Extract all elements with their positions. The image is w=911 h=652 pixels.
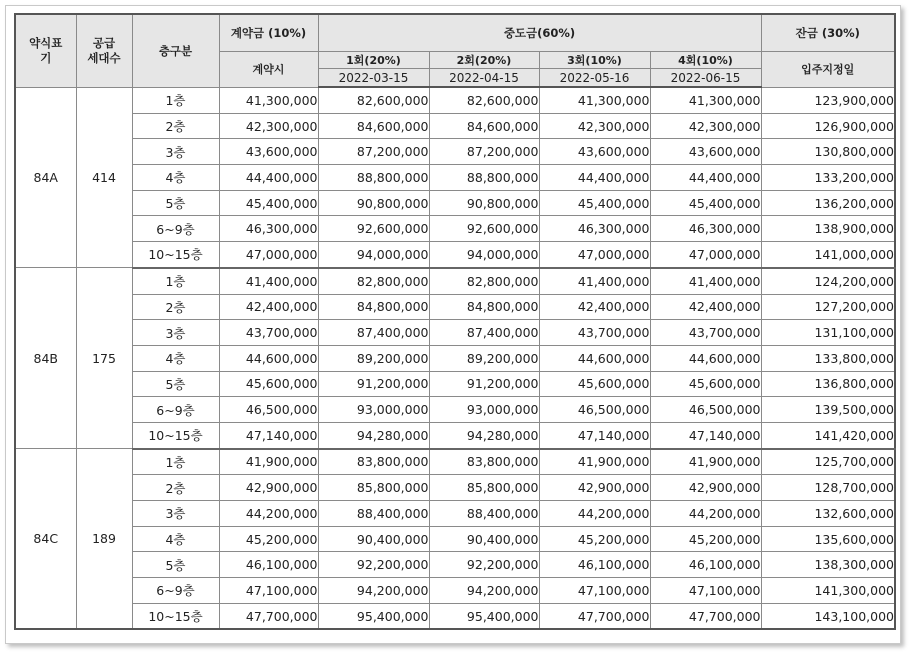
installment-cell: 44,400,000 [650,165,761,191]
floor-cell: 2층 [132,475,219,501]
table-row [15,190,895,216]
balance-cell: 139,500,000 [761,397,895,423]
installment-cell: 92,600,000 [318,216,429,242]
floor-cell: 2층 [132,294,219,320]
installment-cell: 94,280,000 [318,422,429,448]
supply-count-cell: 414 [76,87,132,268]
balance-cell: 138,300,000 [761,552,895,578]
installment-cell: 46,500,000 [539,397,650,423]
middle-payment-header: 중도금(60%) [318,14,761,52]
installment-cell: 88,800,000 [429,165,539,191]
installment-label: 3회(10%) [539,52,650,69]
installment-cell: 88,400,000 [318,501,429,527]
balance-cell: 136,800,000 [761,371,895,397]
installment-cell: 46,100,000 [539,552,650,578]
deposit-cell: 41,400,000 [219,268,318,294]
deposit-cell: 45,400,000 [219,190,318,216]
installment-cell: 43,700,000 [539,320,650,346]
installment-cell: 45,600,000 [539,371,650,397]
installment-cell: 94,000,000 [429,242,539,268]
unit-type-cell: 84B [15,268,76,449]
installment-label: 2회(20%) [429,52,539,69]
installment-cell: 90,400,000 [318,526,429,552]
table-row [15,87,895,113]
deposit-cell: 45,600,000 [219,371,318,397]
table-row [15,216,895,242]
floor-cell: 4층 [132,165,219,191]
installment-cell: 94,200,000 [318,578,429,604]
deposit-cell: 45,200,000 [219,526,318,552]
installment-cell: 95,400,000 [318,603,429,629]
deposit-cell: 47,100,000 [219,578,318,604]
installment-cell: 89,200,000 [429,345,539,371]
installment-cell: 41,300,000 [539,87,650,113]
installment-cell: 42,300,000 [539,113,650,139]
installment-cell: 83,800,000 [318,449,429,475]
installment-cell: 88,800,000 [318,165,429,191]
table-row [15,526,895,552]
installment-cell: 45,200,000 [650,526,761,552]
installment-cell: 92,200,000 [429,552,539,578]
unit-type-cell: 84A [15,87,76,268]
deposit-cell: 46,500,000 [219,397,318,423]
deposit-cell: 43,600,000 [219,139,318,165]
installment-cell: 47,140,000 [650,422,761,448]
table-row [15,165,895,191]
deposit-cell: 41,900,000 [219,449,318,475]
installment-cell: 82,800,000 [429,268,539,294]
installment-date: 2022-03-15 [318,69,429,88]
floor-cell: 3층 [132,320,219,346]
installment-cell: 46,100,000 [650,552,761,578]
installment-cell: 90,400,000 [429,526,539,552]
installment-cell: 42,400,000 [539,294,650,320]
floor-cell: 4층 [132,526,219,552]
installment-cell: 84,600,000 [318,113,429,139]
balance-cell: 143,100,000 [761,603,895,629]
table-row [15,397,895,423]
installment-cell: 41,900,000 [539,449,650,475]
installment-cell: 84,800,000 [318,294,429,320]
installment-cell: 42,300,000 [650,113,761,139]
installment-cell: 91,200,000 [429,371,539,397]
balance-header: 잔금 (30%) [761,14,895,52]
installment-cell: 41,900,000 [650,449,761,475]
installment-cell: 94,000,000 [318,242,429,268]
installment-cell: 87,400,000 [318,320,429,346]
deposit-cell: 46,100,000 [219,552,318,578]
installment-cell: 43,600,000 [650,139,761,165]
deposit-cell: 46,300,000 [219,216,318,242]
deposit-cell: 44,400,000 [219,165,318,191]
installment-cell: 91,200,000 [318,371,429,397]
balance-subheader: 입주지정일 [761,52,895,88]
installment-cell: 84,800,000 [429,294,539,320]
installment-cell: 82,800,000 [318,268,429,294]
installment-cell: 84,600,000 [429,113,539,139]
installment-cell: 92,600,000 [429,216,539,242]
installment-label: 4회(10%) [650,52,761,69]
deposit-cell: 44,600,000 [219,345,318,371]
balance-cell: 132,600,000 [761,501,895,527]
installment-cell: 85,800,000 [429,475,539,501]
installment-cell: 92,200,000 [318,552,429,578]
supply-count-header: 공급 세대수 [76,14,132,87]
deposit-cell: 44,200,000 [219,501,318,527]
table-row [15,578,895,604]
table-body [15,87,895,629]
installment-cell: 42,900,000 [539,475,650,501]
balance-cell: 138,900,000 [761,216,895,242]
floor-cell: 3층 [132,139,219,165]
installment-cell: 47,000,000 [539,242,650,268]
installment-cell: 44,400,000 [539,165,650,191]
floor-cell: 10~15층 [132,603,219,629]
floor-cell: 1층 [132,268,219,294]
table-row [15,552,895,578]
installment-cell: 46,300,000 [650,216,761,242]
installment-cell: 43,700,000 [650,320,761,346]
balance-cell: 131,100,000 [761,320,895,346]
installment-cell: 41,400,000 [539,268,650,294]
installment-cell: 87,200,000 [429,139,539,165]
installment-cell: 44,600,000 [650,345,761,371]
table-row [15,603,895,629]
installment-date: 2022-05-16 [539,69,650,88]
table-row [15,294,895,320]
type-header: 약식표 기 [15,14,76,87]
installment-cell: 47,100,000 [650,578,761,604]
deposit-cell: 47,140,000 [219,422,318,448]
floor-cell: 4층 [132,345,219,371]
deposit-cell: 42,900,000 [219,475,318,501]
installment-cell: 44,200,000 [650,501,761,527]
deposit-cell: 41,300,000 [219,87,318,113]
floor-cell: 5층 [132,371,219,397]
floor-cell: 10~15층 [132,422,219,448]
balance-cell: 127,200,000 [761,294,895,320]
floor-cell: 3층 [132,501,219,527]
deposit-cell: 47,700,000 [219,603,318,629]
installment-label: 1회(20%) [318,52,429,69]
installment-cell: 89,200,000 [318,345,429,371]
floor-cell: 6~9층 [132,397,219,423]
supply-count-cell: 189 [76,449,132,630]
installment-cell: 45,400,000 [650,190,761,216]
balance-cell: 141,420,000 [761,422,895,448]
balance-cell: 123,900,000 [761,87,895,113]
floor-cell: 1층 [132,449,219,475]
balance-cell: 141,000,000 [761,242,895,268]
table-row [15,242,895,268]
installment-cell: 41,300,000 [650,87,761,113]
installment-cell: 47,140,000 [539,422,650,448]
installment-cell: 82,600,000 [318,87,429,113]
balance-cell: 141,300,000 [761,578,895,604]
table-row [15,449,895,475]
installment-cell: 94,200,000 [429,578,539,604]
balance-cell: 124,200,000 [761,268,895,294]
installment-cell: 43,600,000 [539,139,650,165]
balance-cell: 133,800,000 [761,345,895,371]
installment-cell: 90,800,000 [429,190,539,216]
balance-cell: 130,800,000 [761,139,895,165]
table-row [15,371,895,397]
installment-cell: 95,400,000 [429,603,539,629]
deposit-header: 계약금 (10%) [219,14,318,52]
installment-cell: 82,600,000 [429,87,539,113]
table-row [15,139,895,165]
table-row [15,268,895,294]
table-row [15,320,895,346]
floor-cell: 5층 [132,190,219,216]
installment-cell: 46,300,000 [539,216,650,242]
installment-cell: 87,200,000 [318,139,429,165]
floor-header: 층구분 [132,14,219,87]
floor-cell: 2층 [132,113,219,139]
deposit-cell: 47,000,000 [219,242,318,268]
floor-cell: 1층 [132,87,219,113]
floor-cell: 6~9층 [132,216,219,242]
table-header [15,14,895,87]
balance-cell: 125,700,000 [761,449,895,475]
unit-type-cell: 84C [15,449,76,630]
deposit-cell: 42,400,000 [219,294,318,320]
table-row [15,113,895,139]
table-row [15,345,895,371]
installment-cell: 42,900,000 [650,475,761,501]
balance-cell: 133,200,000 [761,165,895,191]
installment-cell: 44,600,000 [539,345,650,371]
table-row [15,501,895,527]
installment-cell: 46,500,000 [650,397,761,423]
installment-cell: 85,800,000 [318,475,429,501]
floor-cell: 5층 [132,552,219,578]
payment-schedule-table [14,13,896,630]
balance-cell: 128,700,000 [761,475,895,501]
installment-cell: 45,200,000 [539,526,650,552]
balance-cell: 126,900,000 [761,113,895,139]
installment-cell: 47,700,000 [650,603,761,629]
installment-cell: 47,000,000 [650,242,761,268]
floor-cell: 10~15층 [132,242,219,268]
installment-cell: 47,700,000 [539,603,650,629]
installment-cell: 41,400,000 [650,268,761,294]
installment-cell: 83,800,000 [429,449,539,475]
balance-cell: 135,600,000 [761,526,895,552]
deposit-subheader: 계약시 [219,52,318,88]
installment-date: 2022-06-15 [650,69,761,88]
installment-cell: 94,280,000 [429,422,539,448]
balance-cell: 136,200,000 [761,190,895,216]
deposit-cell: 42,300,000 [219,113,318,139]
installment-cell: 88,400,000 [429,501,539,527]
installment-cell: 45,600,000 [650,371,761,397]
installment-cell: 42,400,000 [650,294,761,320]
table-row [15,422,895,448]
installment-date: 2022-04-15 [429,69,539,88]
installment-cell: 87,400,000 [429,320,539,346]
installment-cell: 90,800,000 [318,190,429,216]
installment-cell: 93,000,000 [318,397,429,423]
installment-cell: 47,100,000 [539,578,650,604]
installment-cell: 45,400,000 [539,190,650,216]
installment-cell: 93,000,000 [429,397,539,423]
supply-count-cell: 175 [76,268,132,449]
deposit-cell: 43,700,000 [219,320,318,346]
table-row [15,475,895,501]
installment-cell: 44,200,000 [539,501,650,527]
floor-cell: 6~9층 [132,578,219,604]
